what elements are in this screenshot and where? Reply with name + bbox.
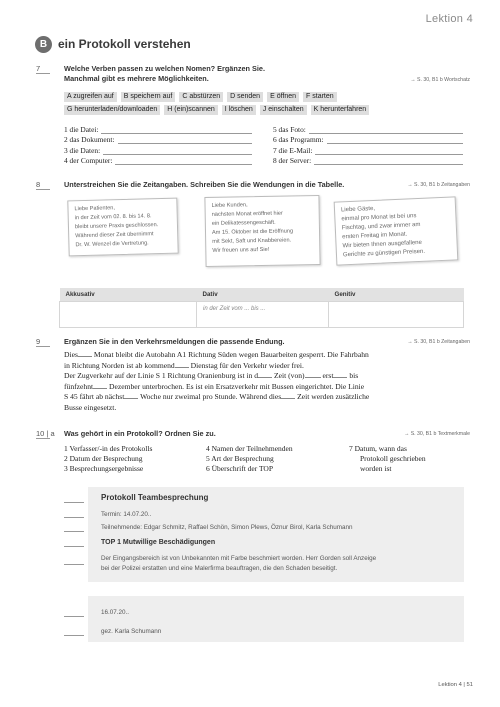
exercise-7-number: 7 (36, 64, 41, 73)
exercise-7-instruction-1: Welche Verben passen zu welchen Nomen? Ergänzen Sie. (64, 64, 265, 73)
protocol-term: Termin: 14.07.20.. (101, 511, 152, 518)
note-customers: Liebe Kunden, nächsten Monat eröffnet hier ein Delikatessengeschäft. Am 15. Oktober ist die Eröffnung mit Sekt, Saft und Knabbereien. Wir freuen uns auf Sie! (204, 195, 320, 267)
verb-chip: I löschen (222, 105, 256, 115)
protocol-date: 16.07.20.. (101, 609, 130, 616)
protocol-text-2: bei der Polizei erstatten und eine Malerfirma beauftragen, die den Schaden beseitigt. (101, 565, 338, 572)
verb-chip: A zugreifen auf (64, 92, 117, 102)
protocol-answer-blank[interactable] (64, 517, 84, 518)
section-badge: B (35, 36, 52, 53)
protocol-parts-col-2: 4 Namen der Teilnehmenden 5 Art der Besprechung 6 Überschrift der TOP (206, 444, 293, 474)
gap-blank[interactable] (124, 392, 138, 399)
lesson-header: Lektion 4 (425, 13, 473, 25)
exercise-10-reference: → S. 30, B1 b Textmerkmale (404, 431, 470, 437)
protocol-answer-blank[interactable] (64, 635, 84, 636)
section-title: ein Protokoll verstehen (58, 37, 191, 51)
exercise-10-instruction: Was gehört in ein Protokoll? Ordnen Sie zu. (64, 429, 216, 438)
answer-line[interactable]: 3 die Daten: (64, 144, 252, 155)
exercise-7-reference: → S. 30, B1 b Wortschatz (410, 77, 470, 83)
table-cell[interactable] (329, 302, 464, 328)
verb-chip: J einschalten (260, 105, 307, 115)
exercise-9-number: 9 (36, 337, 41, 346)
answer-line[interactable]: 8 der Server: (273, 155, 463, 166)
answer-line[interactable]: 5 das Foto: (273, 123, 463, 134)
protocol-title: Protokoll Teambesprechung (101, 493, 209, 502)
protocol-text-1: Der Eingangsbereich ist von Unbekannten mit Farbe beschmiert worden. Herr Gorden soll Anzeige (101, 555, 377, 562)
answer-line[interactable]: 6 das Programm: (273, 134, 463, 145)
exercise-10-number: 10 | a (36, 429, 55, 438)
note-guests: Liebe Gäste, einmal pro Monat ist bei uns Fischtag, und zwar immer am ersten Freitag im Monat. Wir bieten Ihnen ausgefallene Gerichte zu günstigen Preisen. (334, 196, 459, 265)
exercise-7-left-column (64, 123, 252, 165)
answer-line[interactable]: 7 die E-Mail: (273, 144, 463, 155)
exercise-7-right-column (273, 123, 463, 165)
verb-chip: G herunterladen/downloaden (64, 105, 160, 115)
verb-chip: F starten (303, 92, 337, 102)
protocol-answer-blank[interactable] (64, 616, 84, 617)
verb-chips-row-2 (64, 105, 369, 115)
exercise-8-number: 8 (36, 180, 41, 189)
protocol-answer-blank[interactable] (64, 531, 84, 532)
time-expressions-table (59, 288, 464, 328)
table-cell-example[interactable]: in der Zeit vom ... bis ... (197, 302, 329, 328)
protocol-participants: Teilnehmende: Edgar Schmitz, Raffael Schön, Simon Plews, Öznur Birol, Karla Schumann (101, 524, 353, 531)
traffic-report-text: Dies Monat bleibt die Autobahn A1 Richtung Süden wegen Bauarbeiten gesperrt. Die Fahrbahn in Richtung Norden ist ab kommend Dienstag für den Verkehr wieder frei. Der Zugverkehr auf der Linie S 1 Richtung Oranienburg ist in d Zeit (von) erst bis fünfzehnt Dezember unterbrochen. Es ist ein Ersatzverkehr mit Bussen eingerichtet. Die Linie S 45 fährt ab nächst Woche nur zweimal pro Stunde. Während dies Zeit werden zusätzliche Busse eingesetzt. (64, 350, 370, 412)
verb-chip: E öffnen (267, 92, 299, 102)
protocol-parts-col-3: 7 Datum, wann das Protokoll geschrieben worden ist (349, 444, 426, 474)
verb-chips-row-1 (64, 92, 337, 102)
protocol-answer-blank[interactable] (64, 564, 84, 565)
page-footer: Lektion 4 | 51 (438, 682, 473, 688)
protocol-parts-col-1: 1 Verfasser/-in des Protokolls 2 Datum der Besprechung 3 Besprechungsergebnisse (64, 444, 153, 474)
table-header: Genitiv (329, 288, 464, 302)
exercise-8-instruction: Unterstreichen Sie die Zeitangaben. Schreiben Sie die Wendungen in die Tabelle. (64, 180, 345, 189)
exercise-8-reference: → S. 30, B1 b Zeitangaben (407, 182, 470, 188)
protocol-answer-blank[interactable] (64, 502, 84, 503)
gap-blank[interactable] (281, 392, 295, 399)
verb-chip: B speichern auf (121, 92, 176, 102)
protocol-sheet-footer (88, 596, 464, 642)
table-header: Dativ (197, 288, 329, 302)
verb-chip: C abstürzen (179, 92, 223, 102)
protocol-answer-blank[interactable] (64, 546, 84, 547)
protocol-top: TOP 1 Mutwillige Beschädigungen (101, 539, 216, 546)
note-patients: Liebe Patienten, in der Zeit vom 02. 8. bis 14. 8. bleibt unsere Praxis geschlossen. Während dieser Zeit übernimmt Dr. W. Wenzel die Vertretung. (67, 198, 178, 257)
gap-blank[interactable] (305, 371, 321, 378)
answer-line[interactable]: 2 das Dokument: (64, 134, 252, 145)
protocol-signature: gez. Karla Schumann (101, 628, 162, 635)
answer-line[interactable]: 4 der Computer: (64, 155, 252, 166)
exercise-7-instruction-2: Manchmal gibt es mehrere Möglichkeiten. (64, 74, 209, 83)
answer-line[interactable]: 1 die Datei: (64, 123, 252, 134)
table-cell[interactable] (60, 302, 197, 328)
gap-blank[interactable] (333, 371, 347, 378)
verb-chip: D senden (227, 92, 263, 102)
gap-blank[interactable] (93, 382, 107, 389)
table-header: Akkusativ (60, 288, 197, 302)
gap-blank[interactable] (78, 350, 92, 357)
verb-chip: H (ein)scannen (164, 105, 217, 115)
exercise-9-instruction: Ergänzen Sie in den Verkehrsmeldungen die passende Endung. (64, 337, 285, 346)
gap-blank[interactable] (258, 371, 272, 378)
gap-blank[interactable] (175, 361, 189, 368)
verb-chip: K herunterfahren (311, 105, 370, 115)
exercise-9-reference: → S. 30, B1 b Zeitangaben (407, 339, 470, 345)
